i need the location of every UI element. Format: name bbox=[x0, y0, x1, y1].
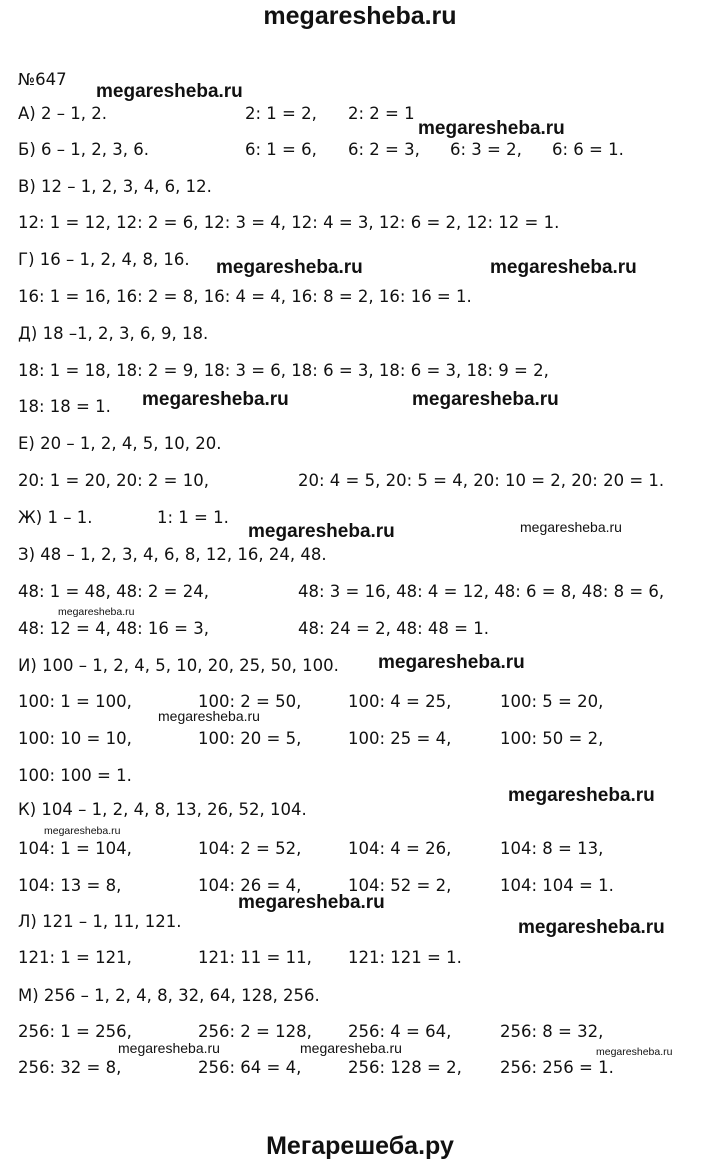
item-k-eq: 104: 26 = 4, bbox=[198, 876, 302, 895]
watermark: megaresheba.ru bbox=[118, 1040, 220, 1056]
watermark: megaresheba.ru bbox=[96, 81, 243, 102]
watermark: megaresheba.ru bbox=[44, 825, 121, 837]
watermark: megaresheba.ru bbox=[300, 1040, 402, 1056]
item-e-eqs: 20: 4 = 5, 20: 5 = 4, 20: 10 = 2, 20: 20 = 1. bbox=[298, 471, 665, 490]
watermark: megaresheba.ru bbox=[412, 389, 559, 410]
item-i-eq: 100: 4 = 25, bbox=[348, 692, 452, 711]
item-m-eq: 256: 256 = 1. bbox=[500, 1058, 614, 1077]
item-a-eq: 2: 1 = 2, bbox=[245, 104, 317, 123]
watermark: megaresheba.ru bbox=[520, 519, 622, 535]
item-i-eq: 100: 1 = 100, bbox=[18, 692, 132, 711]
item-z-eqs: 48: 24 = 2, 48: 48 = 1. bbox=[298, 619, 489, 638]
item-b-eq: 6: 2 = 3, bbox=[348, 140, 420, 159]
item-k-eq: 104: 1 = 104, bbox=[18, 839, 132, 858]
item-z-eqs: 48: 12 = 4, 48: 16 = 3, bbox=[18, 619, 209, 638]
item-k-eq: 104: 8 = 13, bbox=[500, 839, 604, 858]
item-i-eq: 100: 10 = 10, bbox=[18, 729, 132, 748]
watermark: megaresheba.ru bbox=[248, 521, 395, 542]
item-d-label: Д) 18 –1, 2, 3, 6, 9, 18. bbox=[18, 324, 209, 343]
problem-number: №647 bbox=[18, 70, 67, 89]
site-footer-title: Мегарешеба.ру bbox=[266, 1132, 454, 1160]
item-b-label: Б) 6 – 1, 2, 3, 6. bbox=[18, 140, 149, 159]
item-m-eq: 256: 2 = 128, bbox=[198, 1022, 312, 1041]
watermark: megaresheba.ru bbox=[216, 257, 363, 278]
item-l-eq: 121: 1 = 121, bbox=[18, 948, 132, 967]
item-d-eqs: 18: 18 = 1. bbox=[18, 397, 111, 416]
watermark: megaresheba.ru bbox=[508, 785, 655, 806]
item-a-eq: 2: 2 = 1 bbox=[348, 104, 415, 123]
item-k-eq: 104: 4 = 26, bbox=[348, 839, 452, 858]
item-l-eq: 121: 11 = 11, bbox=[198, 948, 312, 967]
watermark: megaresheba.ru bbox=[142, 389, 289, 410]
item-zh-label: Ж) 1 – 1. bbox=[18, 508, 93, 527]
item-k-eq: 104: 52 = 2, bbox=[348, 876, 452, 895]
watermark: megaresheba.ru bbox=[596, 1046, 673, 1058]
watermark: megaresheba.ru bbox=[238, 892, 385, 913]
item-v-label: В) 12 – 1, 2, 3, 4, 6, 12. bbox=[18, 177, 212, 196]
item-k-eq: 104: 2 = 52, bbox=[198, 839, 302, 858]
item-m-eq: 256: 128 = 2, bbox=[348, 1058, 462, 1077]
watermark: megaresheba.ru bbox=[378, 652, 525, 673]
item-m-eq: 256: 8 = 32, bbox=[500, 1022, 604, 1041]
watermark: megaresheba.ru bbox=[490, 257, 637, 278]
item-b-eq: 6: 6 = 1. bbox=[552, 140, 624, 159]
item-i-eq: 100: 25 = 4, bbox=[348, 729, 452, 748]
item-k-label: К) 104 – 1, 2, 4, 8, 13, 26, 52, 104. bbox=[18, 800, 307, 819]
item-zh-eq: 1: 1 = 1. bbox=[157, 508, 229, 527]
item-l-eq: 121: 121 = 1. bbox=[348, 948, 462, 967]
watermark: megaresheba.ru bbox=[418, 118, 565, 139]
item-d-eqs: 18: 1 = 18, 18: 2 = 9, 18: 3 = 6, 18: 6 = 3, 18: 6 = 3, 18: 9 = 2, bbox=[18, 361, 549, 380]
item-i-eq: 100: 100 = 1. bbox=[18, 766, 132, 785]
item-m-eq: 256: 4 = 64, bbox=[348, 1022, 452, 1041]
item-z-label: З) 48 – 1, 2, 3, 4, 6, 8, 12, 16, 24, 48. bbox=[18, 545, 327, 564]
watermark: megaresheba.ru bbox=[58, 606, 135, 618]
item-m-eq: 256: 64 = 4, bbox=[198, 1058, 302, 1077]
watermark: megaresheba.ru bbox=[518, 917, 665, 938]
watermark: megaresheba.ru bbox=[158, 708, 260, 724]
item-k-eq: 104: 104 = 1. bbox=[500, 876, 614, 895]
item-m-label: М) 256 – 1, 2, 4, 8, 32, 64, 128, 256. bbox=[18, 986, 320, 1005]
item-i-eq: 100: 5 = 20, bbox=[500, 692, 604, 711]
item-i-label: И) 100 – 1, 2, 4, 5, 10, 20, 25, 50, 100. bbox=[18, 656, 339, 675]
item-a-label: А) 2 – 1, 2. bbox=[18, 104, 107, 123]
item-g-eqs: 16: 1 = 16, 16: 2 = 8, 16: 4 = 4, 16: 8 = 2, 16: 16 = 1. bbox=[18, 287, 472, 306]
item-z-eqs: 48: 3 = 16, 48: 4 = 12, 48: 6 = 8, 48: 8 = 6, bbox=[298, 582, 665, 601]
item-l-label: Л) 121 – 1, 11, 121. bbox=[18, 912, 182, 931]
item-b-eq: 6: 1 = 6, bbox=[245, 140, 317, 159]
item-i-eq: 100: 50 = 2, bbox=[500, 729, 604, 748]
site-header-title: megaresheba.ru bbox=[263, 2, 457, 30]
item-e-label: Е) 20 – 1, 2, 4, 5, 10, 20. bbox=[18, 434, 222, 453]
item-i-eq: 100: 2 = 50, bbox=[198, 692, 302, 711]
item-v-eqs: 12: 1 = 12, 12: 2 = 6, 12: 3 = 4, 12: 4 = 3, 12: 6 = 2, 12: 12 = 1. bbox=[18, 213, 560, 232]
item-m-eq: 256: 32 = 8, bbox=[18, 1058, 122, 1077]
item-g-label: Г) 16 – 1, 2, 4, 8, 16. bbox=[18, 250, 190, 269]
item-m-eq: 256: 1 = 256, bbox=[18, 1022, 132, 1041]
item-k-eq: 104: 13 = 8, bbox=[18, 876, 122, 895]
item-i-eq: 100: 20 = 5, bbox=[198, 729, 302, 748]
item-b-eq: 6: 3 = 2, bbox=[450, 140, 522, 159]
item-e-eqs: 20: 1 = 20, 20: 2 = 10, bbox=[18, 471, 209, 490]
item-z-eqs: 48: 1 = 48, 48: 2 = 24, bbox=[18, 582, 209, 601]
